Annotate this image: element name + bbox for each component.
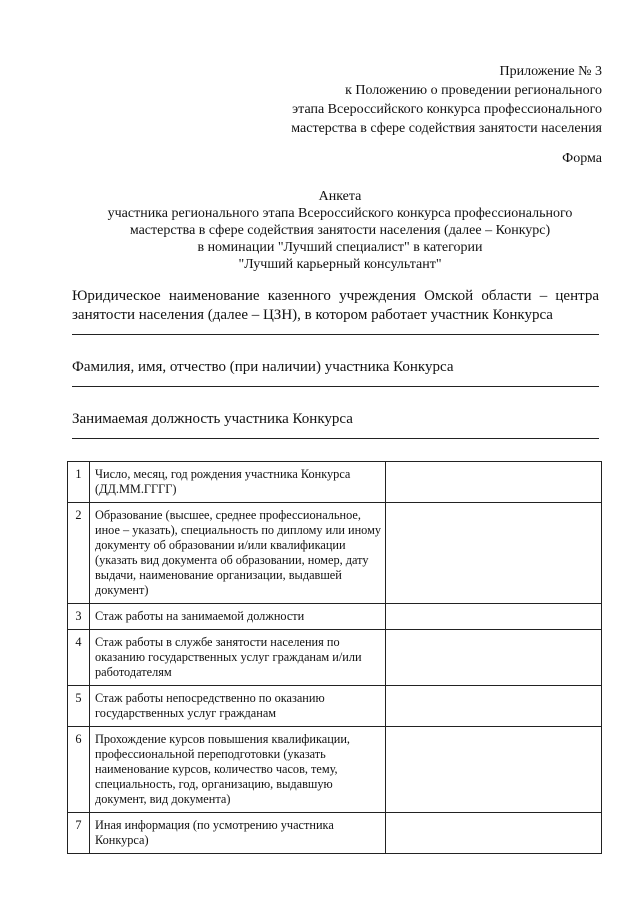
row-description: Стаж работы непосредственно по оказанию государственных услуг гражданам bbox=[90, 686, 386, 727]
position-field bbox=[72, 410, 599, 439]
row-number: 1 bbox=[68, 462, 90, 503]
table-row bbox=[68, 630, 602, 686]
row-number: 6 bbox=[68, 727, 90, 813]
row-description: Образование (высшее, среднее профессиональное, иное – указать), специальность по диплому или иному документу об образовании и/или квалификации (указать вид документа об образовании, номер, дату выдачи, наименование организации, выдавшей документ) bbox=[90, 503, 386, 604]
position-label: Занимаемая должность участника Конкурса bbox=[72, 411, 353, 427]
row-value-cell[interactable] bbox=[386, 813, 602, 854]
table-row bbox=[68, 727, 602, 813]
org-name-field bbox=[72, 287, 599, 335]
row-description: Число, месяц, год рождения участника Конкурса (ДД.ММ.ГГГГ) bbox=[90, 462, 386, 503]
row-description: Прохождение курсов повышения квалификации, профессиональной переподготовки (указать наименование курсов, количество часов, тему, специальность, год, организацию, выдавшую документ, вид документа) bbox=[90, 727, 386, 813]
row-number: 3 bbox=[68, 604, 90, 630]
table-row bbox=[68, 604, 602, 630]
title-line: Анкета bbox=[318, 189, 362, 204]
row-number: 4 bbox=[68, 630, 90, 686]
table-row bbox=[68, 503, 602, 604]
title-line: участника регионального этапа Всероссийского конкурса профессионального bbox=[107, 206, 573, 221]
org-name-label: Юридическое наименование казенного учреждения Омской области – центра занятости населения (далее – ЦЗН), в котором работает участник Конкурса bbox=[72, 288, 599, 323]
participant-name-label: Фамилия, имя, отчество (при наличии) участника Конкурса bbox=[72, 359, 454, 375]
row-value-cell[interactable] bbox=[386, 604, 602, 630]
row-description: Стаж работы в службе занятости населения по оказанию государственных услуг гражданам и/или работодателям bbox=[90, 630, 386, 686]
title-line: мастерства в сфере содействия занятости населения (далее – Конкурс) bbox=[129, 223, 551, 238]
row-value-cell[interactable] bbox=[386, 462, 602, 503]
document-title bbox=[60, 188, 620, 273]
form-label: Форма bbox=[562, 151, 602, 166]
row-number: 5 bbox=[68, 686, 90, 727]
table-row bbox=[68, 462, 602, 503]
appendix-ref-line: мастерства в сфере содействия занятости населения bbox=[291, 121, 602, 136]
row-value-cell[interactable] bbox=[386, 503, 602, 604]
participant-name-field bbox=[72, 358, 599, 387]
title-line: в номинации "Лучший специалист" в категории bbox=[197, 240, 483, 255]
org-name-input-line[interactable] bbox=[72, 334, 599, 335]
row-value-cell[interactable] bbox=[386, 630, 602, 686]
title-line: "Лучший карьерный консультант" bbox=[238, 257, 442, 272]
row-value-cell[interactable] bbox=[386, 686, 602, 727]
appendix-header bbox=[202, 62, 602, 138]
questionnaire-table bbox=[67, 461, 602, 854]
row-description: Иная информация (по усмотрению участника Конкурса) bbox=[90, 813, 386, 854]
appendix-number: Приложение № 3 bbox=[499, 64, 602, 79]
row-number: 7 bbox=[68, 813, 90, 854]
row-description: Стаж работы на занимаемой должности bbox=[90, 604, 386, 630]
row-value-cell[interactable] bbox=[386, 727, 602, 813]
table-row bbox=[68, 813, 602, 854]
appendix-ref-line: этапа Всероссийского конкурса профессионального bbox=[292, 102, 602, 117]
row-number: 2 bbox=[68, 503, 90, 604]
table-row bbox=[68, 686, 602, 727]
position-input-line[interactable] bbox=[72, 438, 599, 439]
participant-name-input-line[interactable] bbox=[72, 386, 599, 387]
appendix-ref-line: к Положению о проведении регионального bbox=[345, 83, 602, 98]
